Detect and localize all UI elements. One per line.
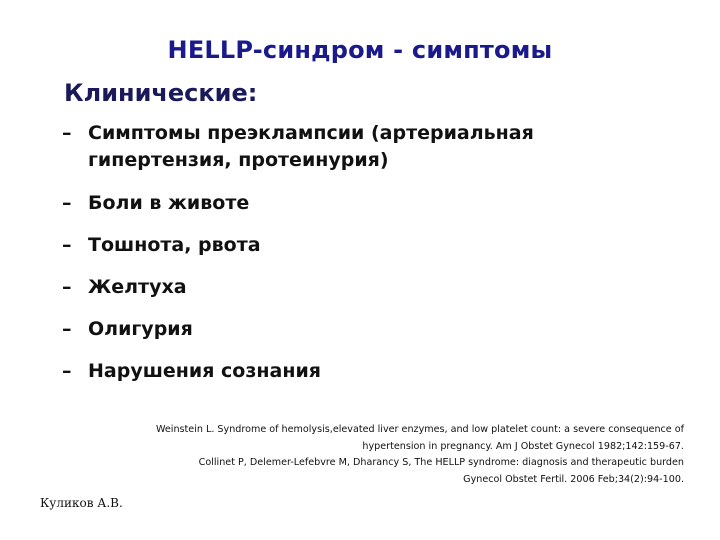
- list-item: [62, 358, 682, 385]
- reference-line: hypertension in pregnancy. Am J Obstet Gynecol 1982;142:159-67.: [362, 440, 684, 452]
- slide-subtitle: Клинические:: [64, 79, 258, 107]
- slide-title: HELLP-синдром - симптомы: [167, 36, 553, 64]
- reference-line: Collinet P, Delemer-Lefebvre M, Dharancy S, The HELLP syndrome: diagnosis and therapeutic burden: [198, 457, 684, 468]
- list-item-text: Нарушения сознания: [88, 360, 321, 382]
- bullet-dash: –: [62, 122, 72, 144]
- list-item-text: Симптомы преэклампсии (артериальная гипертензия, протеинурия): [88, 122, 534, 171]
- list-item: [62, 190, 682, 217]
- list-item-text: Боли в животе: [88, 192, 250, 214]
- bullet-dash: –: [62, 276, 72, 298]
- bullet-dash: –: [62, 192, 72, 214]
- list-item-text: Олигурия: [88, 318, 193, 340]
- reference-line: Weinstein L. Syndrome of hemolysis,elevated liver enzymes, and low platelet count: a severe consequence of: [155, 424, 684, 435]
- bullet-dash: –: [62, 360, 72, 382]
- bullet-dash: –: [62, 318, 72, 340]
- list-item-text: Желтуха: [88, 276, 187, 298]
- bullet-dash: –: [62, 234, 72, 256]
- list-item: [62, 120, 682, 174]
- list-item: [62, 316, 682, 343]
- author-footer: Куликов А.В.: [40, 496, 123, 510]
- symptom-list: [62, 120, 682, 385]
- list-item: [62, 232, 682, 259]
- list-item-text: Тошнота, рвота: [88, 234, 261, 256]
- references: [84, 422, 684, 488]
- reference-line: Gynecol Obstet Fertil. 2006 Feb;34(2):94-100.: [463, 473, 684, 485]
- list-item: [62, 274, 682, 301]
